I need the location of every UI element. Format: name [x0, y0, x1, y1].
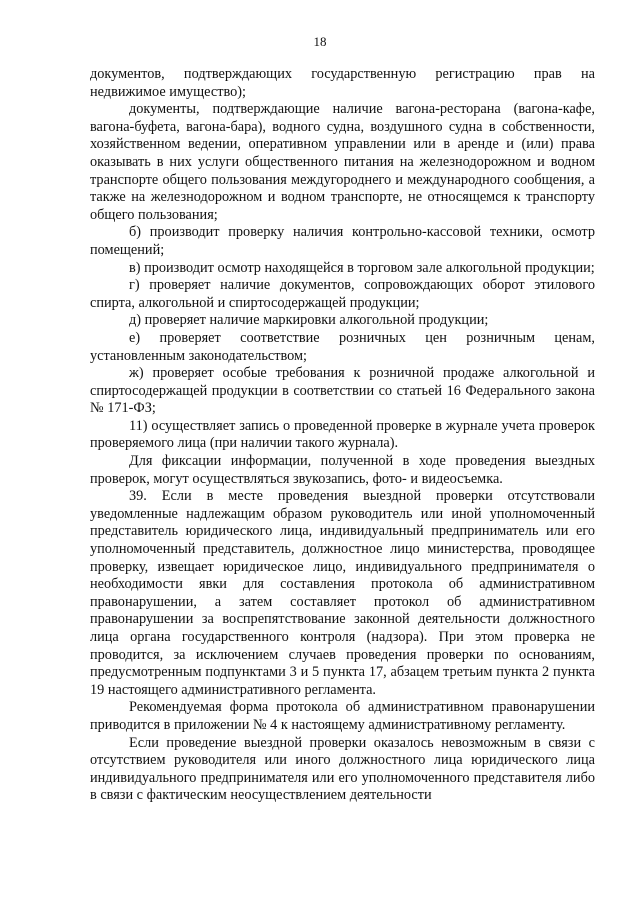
- paragraph-9: 11) осуществляет запись о проведенной проверке в журнале учета проверок проверяемого лица (при наличии такого журнала).: [90, 417, 595, 452]
- page-number: 18: [313, 34, 327, 49]
- paragraph-13: Если проведение выездной проверки оказалось невозможным в связи с отсутствием руководителя или иного должностного лица юридического лица индивидуального предпринимателя или его уполномоченного представителя либо в связи с фактическим неосуществлением деятельности: [90, 734, 595, 804]
- paragraph-1: документов, подтверждающих государственную регистрацию прав на недвижимое имущество);: [90, 66, 595, 100]
- paragraph-10: Для фиксации информации, полученной в ходе проведения выездных проверок, могут осуществляться звукозапись, фото- и видеосъемка.: [90, 453, 595, 487]
- document-body: [90, 66, 595, 805]
- paragraph-3: б) производит проверку наличия контрольно-кассовой техники, осмотр помещений;: [90, 224, 595, 258]
- paragraph-8: ж) проверяет особые требования к розничной продаже алкогольной и спиртосодержащей продукции в соответствии со статьей 16 Федерального закона № 171-ФЗ;: [90, 365, 595, 417]
- paragraph-11: 39. Если в месте проведения выездной проверки отсутствовали уведомленные надлежащим образом руководитель или иной уполномоченный представитель юридического лица, индивидуальный предприниматель или его уполномоченный представитель, должностное лицо министерства, проводящее проверку, извещает юридическое лицо, индивидуального предпринимателя о необходимости явки для составления протокола об административном правонарушении, а затем составляет протокол об административном правонарушении за воспрепятствование законной деятельности должностного лица органа государственного контроля (надзора). При этом проверка не проводится, за исключением случаев проведения проверки по основаниям, предусмотренным подпунктами 3 и 5 пункта 17, абзацем третьим пункта 2 пункта 19 настоящего административного регламента.: [90, 488, 595, 698]
- paragraph-12: Рекомендуемая форма протокола об административном правонарушении приводится в приложении № 4 к настоящему административному регламенту.: [90, 699, 595, 733]
- paragraph-5: г) проверяет наличие документов, сопровождающих оборот этилового спирта, алкогольной и спиртосодержащей продукции;: [90, 277, 595, 311]
- paragraph-7: е) проверяет соответствие розничных цен розничным ценам, установленным законодательством;: [90, 329, 595, 364]
- paragraph-4: в) производит осмотр находящейся в торговом зале алкогольной продукции;: [129, 259, 595, 276]
- paragraph-6: д) проверяет наличие маркировки алкогольной продукции;: [129, 312, 489, 329]
- paragraph-2: документы, подтверждающие наличие вагона-ресторана (вагона-кафе, вагона-буфета, вагона-бара), водного судна, воздушного судна в собственности, хозяйственном ведении, оперативном управлении или в аренде и (или) права оказывать в них услуги общественного питания на железнодорожном и водном транспорте общего пользования междугороднего и международного сообщения, а также на железнодорожном и водном транспорте, не относящемся к транспорту общего пользования;: [90, 101, 595, 223]
